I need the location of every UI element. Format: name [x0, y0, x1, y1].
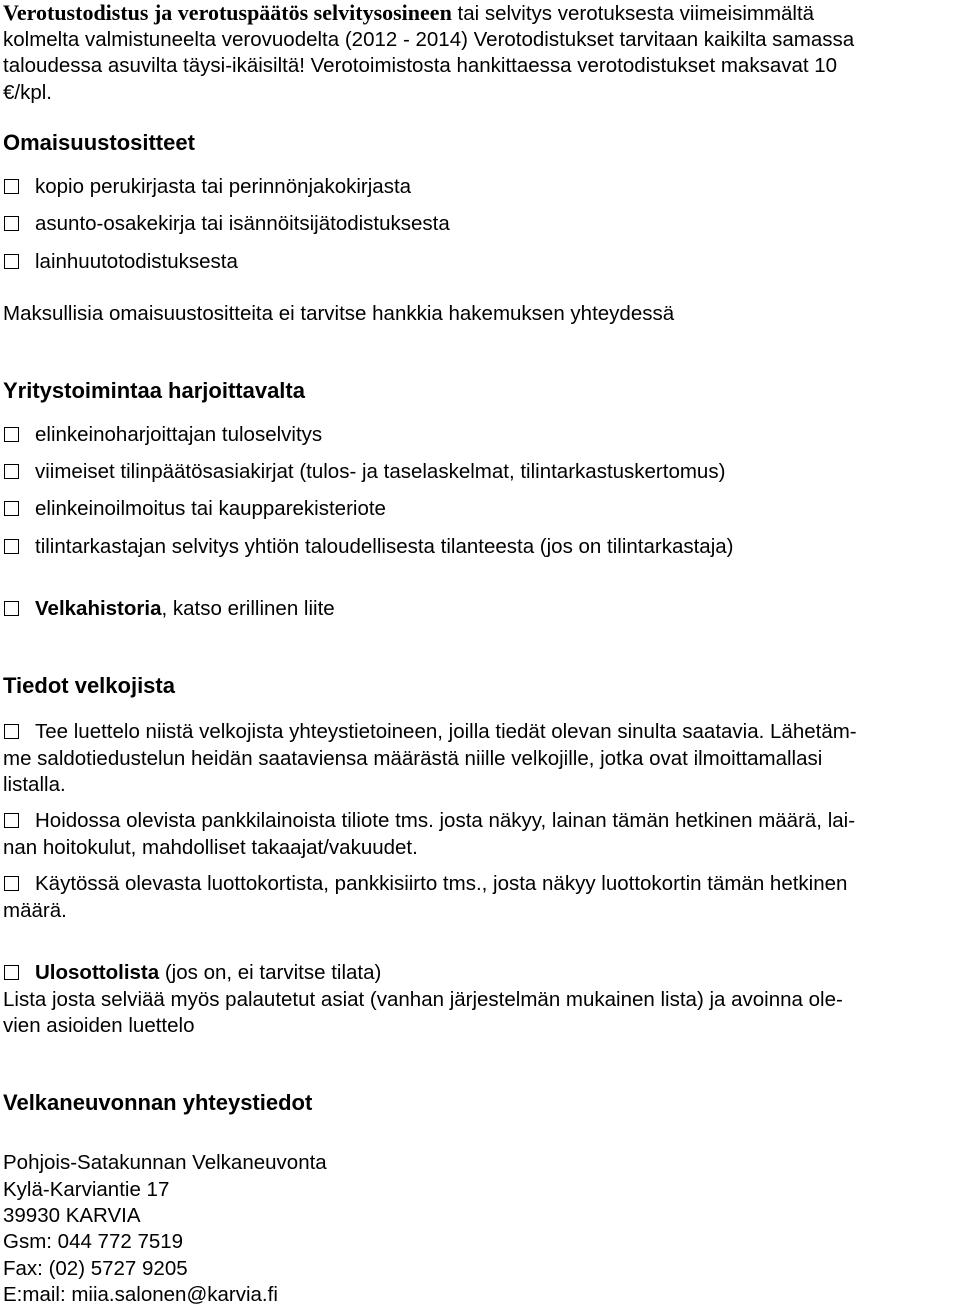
checkbox-icon[interactable]	[4, 216, 19, 231]
velkahistoria-text: , katso erillinen liite	[161, 597, 335, 620]
ulosotto-bold: Ulosottolista	[35, 961, 160, 984]
contact-email: E:mail: miia.salonen@karvia.fi	[3, 1283, 278, 1306]
checklist-item-label: elinkeinoharjoittajan tuloselvitys	[35, 423, 323, 446]
ulosotto-line-1: Lista josta selviää myös palautetut asiat (vanhan järjestelmän mukainen lista) ja avoinna ole-	[3, 988, 843, 1011]
checkbox-icon[interactable]	[4, 179, 19, 194]
velkojat-item2-line2: nan hoitokulut, mahdolliset takaajat/vakuudet.	[3, 835, 418, 859]
contact-gsm: Gsm: 044 772 7519	[3, 1230, 184, 1253]
velkojat-item3-line1: Käytössä olevasta luottokortista, pankkisiirto tms., josta näkyy luottokortin tämän hetkinen	[35, 872, 848, 895]
checklist-item-velkojat-2	[3, 808, 958, 861]
checkbox-icon[interactable]	[4, 427, 19, 442]
checkbox-icon[interactable]	[4, 464, 19, 479]
checkbox-icon[interactable]	[4, 601, 19, 616]
checklist-item	[3, 211, 450, 237]
checklist-item	[3, 174, 411, 200]
intro-line-4: €/kpl.	[3, 81, 52, 104]
contact-street: Kylä-Karviantie 17	[3, 1178, 170, 1201]
velkojat-item3-line2: määrä.	[3, 898, 67, 922]
checklist-item-velkojat-1	[3, 719, 958, 799]
checkbox-icon[interactable]	[4, 813, 19, 828]
checklist-item-velkahistoria	[3, 596, 335, 622]
ulosotto-line-2: vien asioiden luettelo	[3, 1014, 195, 1037]
checkbox-icon[interactable]	[4, 965, 19, 980]
checkbox-icon[interactable]	[4, 876, 19, 891]
ulosotto-text: (jos on, ei tarvitse tilata)	[159, 961, 382, 984]
checklist-item-label: lainhuutotodistuksesta	[35, 250, 238, 273]
checklist-item	[3, 534, 733, 560]
checkbox-icon[interactable]	[4, 539, 19, 554]
checklist-item-ulosotto	[3, 960, 381, 986]
intro-line-2: kolmelta valmistuneelta verovuodelta (2012 - 2014) Verotodistukset tarvitaan kaikilta samassa	[3, 28, 855, 51]
velkojat-item2-line1: Hoidossa olevista pankkilainoista tiliote tms. josta näkyy, lainan tämän hetkinen määrä, lai-	[35, 809, 856, 832]
velkojat-item1-line1: Tee luettelo niistä velkojista yhteystietoineen, joilla tiedät olevan sinulta saatavia. Lähetäm-	[35, 720, 857, 743]
checklist-item	[3, 459, 725, 485]
omaisuus-note: Maksullisia omaisuustositteita ei tarvitse hankkia hakemuksen yhteydessä	[3, 302, 675, 325]
intro-line-1	[3, 0, 960, 27]
velkahistoria-bold: Velkahistoria	[35, 597, 162, 620]
section-heading-yritys: Yritystoimintaa harjoittavalta	[3, 378, 305, 403]
contact-organization: Pohjois-Satakunnan Velkaneuvonta	[3, 1151, 327, 1174]
checklist-item	[3, 496, 386, 522]
checkbox-icon[interactable]	[4, 724, 19, 739]
intro-line-1-text: tai selvitys verotuksesta viimeisimmältä	[451, 2, 815, 25]
intro-bold-title: Verotustodistus ja verotuspäätös selvitysosineen	[3, 0, 452, 25]
checklist-item	[3, 422, 322, 448]
checklist-item	[3, 249, 238, 275]
velkojat-item1-line3: listalla.	[3, 773, 66, 796]
section-heading-omaisuus: Omaisuustositteet	[3, 130, 195, 155]
velkojat-item1-line2: me saldotiedustelun heidän saataviensa määrästä niille velkojille, jotka ovat ilmoittamallasi	[3, 746, 823, 770]
section-heading-velkojat: Tiedot velkojista	[3, 673, 175, 698]
checklist-item-label: kopio perukirjasta tai perinnönjakokirjasta	[35, 175, 412, 198]
checklist-item-velkojat-3	[3, 871, 958, 924]
intro-line-3: taloudessa asuvilta täysi-ikäisiltä! Verotoimistosta hankittaessa verotodistukset maksavat 10	[3, 54, 838, 77]
checkbox-icon[interactable]	[4, 501, 19, 516]
checklist-item-label: viimeiset tilinpäätösasiakirjat (tulos- ja taselaskelmat, tilintarkastuskertomus)	[35, 460, 726, 483]
checklist-item-label: tilintarkastajan selvitys yhtiön taloudellisesta tilanteesta (jos on tilintarkastaja)	[35, 535, 734, 558]
checklist-item-label: asunto-osakekirja tai isännöitsijätodistuksesta	[35, 212, 450, 235]
contact-fax: Fax: (02) 5727 9205	[3, 1257, 188, 1280]
checklist-item-label: elinkeinoilmoitus tai kaupparekisteriote	[35, 497, 386, 520]
section-heading-yhteystiedot: Velkaneuvonnan yhteystiedot	[3, 1090, 313, 1115]
contact-postal: 39930 KARVIA	[3, 1204, 141, 1227]
checkbox-icon[interactable]	[4, 254, 19, 269]
